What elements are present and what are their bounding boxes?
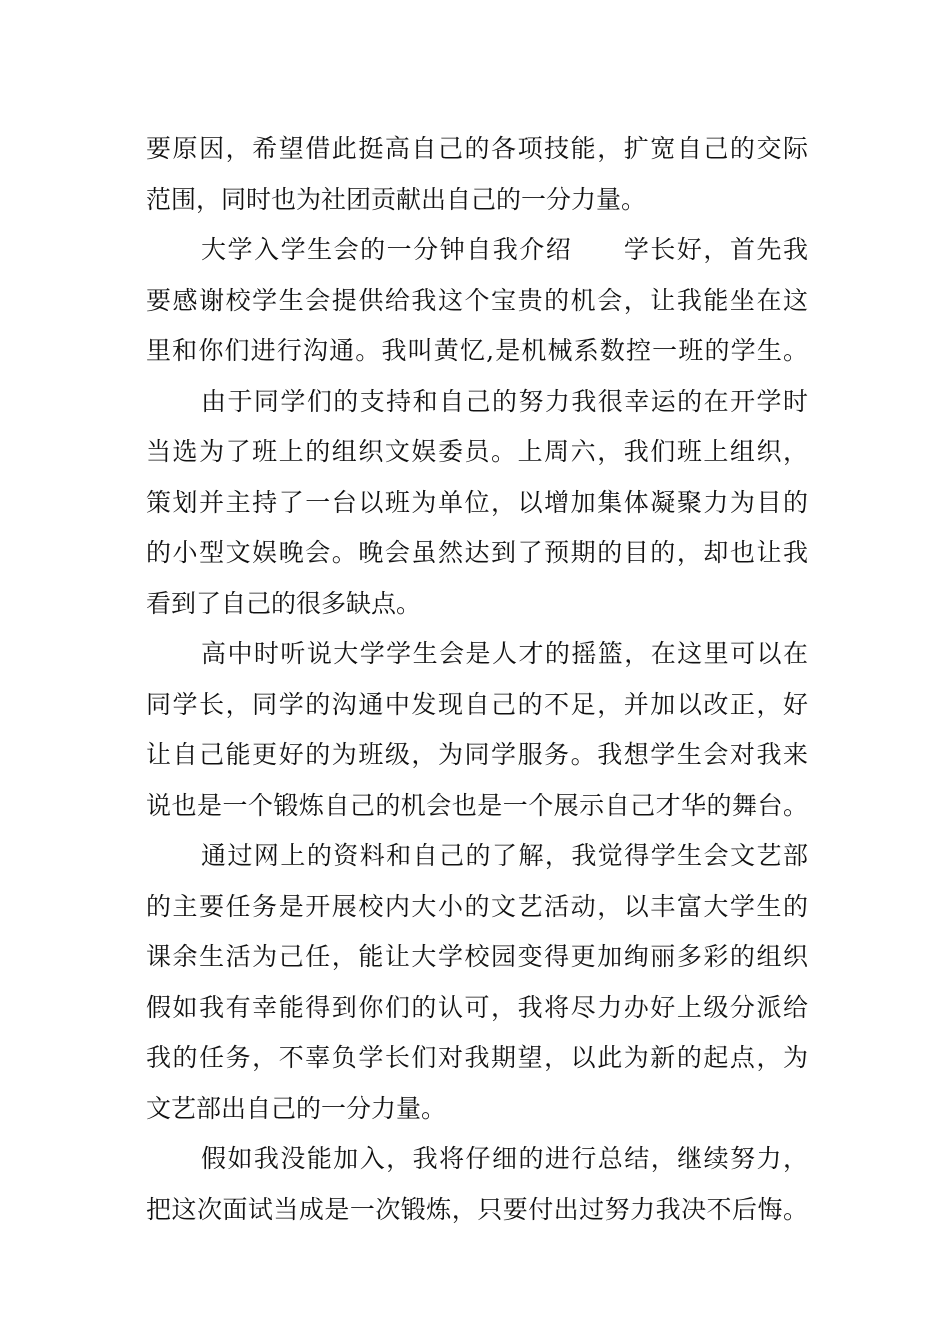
text-line: 课余生活为己任，能让大学校园变得更加绚丽多彩的组织 [146,942,808,971]
text-line: 要原因，希望借此挺高自己的各项技能，扩宽自己的交际 [146,134,808,163]
text-line: 当选为了班上的组织文娱委员。上周六，我们班上组织， [146,437,808,466]
text-line: 假如我有幸能得到你们的认可，我将尽力办好上级分派给 [146,992,808,1022]
text-line: 看到了自己的很多缺点。 [146,588,422,618]
text-line: 让自己能更好的为班级，为同学服务。我想学生会对我来 [146,740,808,769]
section-title: 大学入学生会的一分钟自我介绍 [201,235,573,264]
text-line-heading [146,225,808,276]
text-line: 通过网上的资料和自己的了解，我觉得学生会文艺部 [201,841,808,870]
text-line: 我的任务，不辜负学长们对我期望，以此为新的起点，为 [146,1043,808,1072]
greeting-text: 学长好，首先我 [622,235,808,264]
text-line: 要感谢校学生会提供给我这个宝贵的机会，让我能坐在这 [146,285,808,315]
text-line: 假如我没能加入，我将仔细的进行总结，继续努力， [201,1144,808,1173]
text-line: 里和你们进行沟通。我叫黄忆,是机械系数控一班的学生。 [146,336,808,365]
text-line: 策划并主持了一台以班为单位，以增加集体凝聚力为目的 [146,487,808,517]
text-line: 说也是一个锻炼自己的机会也是一个展示自己才华的舞台。 [146,790,808,820]
document-body [146,124,808,1235]
text-line: 的小型文娱晚会。晚会虽然达到了预期的目的，却也让我 [146,538,808,567]
text-line: 范围，同时也为社团贡献出自己的一分力量。 [146,184,647,214]
text-line: 由于同学们的支持和自己的努力我很幸运的在开学时 [201,386,808,416]
text-line: 把这次面试当成是一次锻炼，只要付出过努力我决不后悔。 [146,1194,808,1224]
text-line: 同学长，同学的沟通中发现自己的不足，并加以改正，好 [146,689,808,719]
text-line: 高中时听说大学学生会是人才的摇篮，在这里可以在 [201,639,808,668]
text-line: 的主要任务是开展校内大小的文艺活动，以丰富大学生的 [146,891,808,921]
text-line: 文艺部出自己的一分力量。 [146,1093,447,1123]
